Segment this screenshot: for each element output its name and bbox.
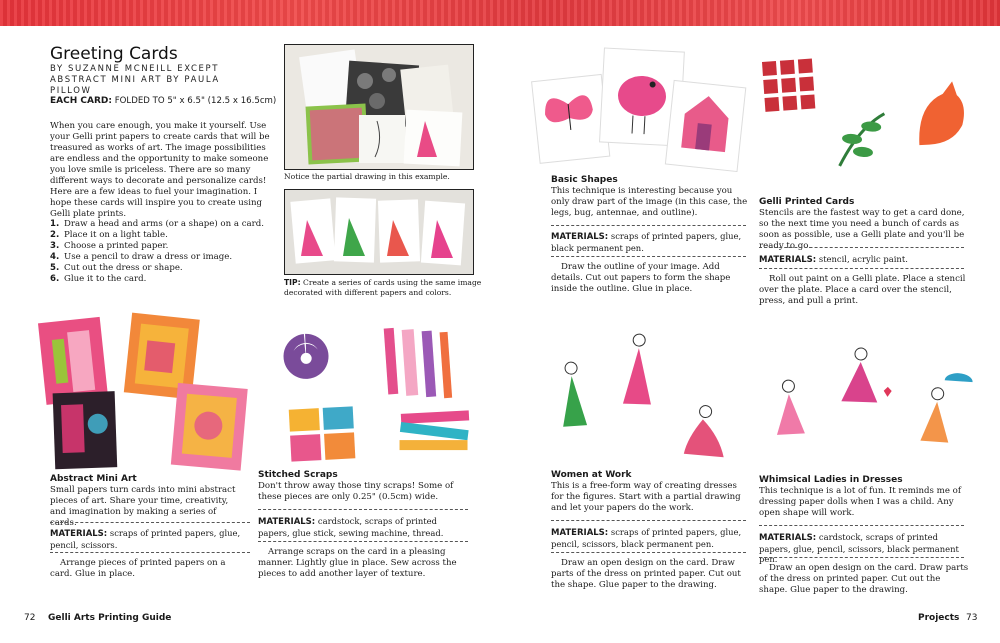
byline: BY SUZANNE MCNEILL EXCEPT ABSTRACT MINI ART BY PAULA PILLOW xyxy=(50,64,220,96)
gelli-heading: Gelli Printed Cards xyxy=(759,197,855,207)
page-title: Greeting Cards xyxy=(50,44,178,64)
stitched-text: Don't throw away those tiny scraps! Some of these pieces are only 0.25" (0.5cm) wide. xyxy=(258,481,454,502)
divider xyxy=(759,268,964,269)
photo-caption: Notice the partial drawing in this example. xyxy=(284,172,450,181)
photo-partial-drawing xyxy=(284,44,474,170)
divider xyxy=(551,256,746,257)
basic-materials: MATERIALS: scraps of printed papers, glue, black permanent pen. xyxy=(551,231,742,253)
ladies-cards-image xyxy=(756,338,978,470)
divider xyxy=(759,525,964,526)
footer-section-title: Projects xyxy=(918,613,960,623)
whimsical-text: This technique is a lot of fun. It reminds me of dressing paper dolls when I was a child. Any open shape will work. xyxy=(759,486,962,518)
abstract-cards-image xyxy=(32,312,254,474)
stencil-cards-image xyxy=(752,48,980,190)
abstract-mini-art-photos xyxy=(32,312,254,474)
decorative-top-band xyxy=(0,0,1000,26)
whimsical-heading: Whimsical Ladies in Dresses xyxy=(759,475,903,485)
basic-shapes-image xyxy=(530,44,748,172)
divider xyxy=(258,509,468,510)
abstract-text: Small papers turn cards into mini abstract pieces of art. Share your time, creativity, and imagination by making a series of cards. xyxy=(50,485,236,528)
divider xyxy=(551,520,746,521)
abstract-materials: MATERIALS: scraps of printed papers, glue, pencil, scissors. xyxy=(50,528,241,550)
step-item: 3. Choose a printed paper. xyxy=(50,241,169,251)
tip-text: Create a series of cards using the same image decorated with different papers and colors. xyxy=(284,278,482,297)
card-size xyxy=(50,96,276,106)
basic-instructions: Draw the outline of your image. Add details. Cut out papers to form the shape inside the outline. Glue in place. xyxy=(551,262,731,294)
gelli-instructions: Roll out paint on a Gelli plate. Place a stencil over the plate. Place a card over the stencil, press, and pull a print. xyxy=(759,274,966,306)
footer-page-number-left: 72 xyxy=(24,613,36,623)
steps-list xyxy=(50,219,272,285)
women-heading: Women at Work xyxy=(551,470,632,480)
each-card-label: EACH CARD: xyxy=(50,96,112,106)
card-series-image xyxy=(285,190,473,274)
stitched-materials: MATERIALS: cardstock, scraps of printed papers, glue stick, sewing machine, thread. xyxy=(258,516,444,538)
women-at-work-photos xyxy=(544,318,748,468)
tip-label: TIP: xyxy=(284,278,301,287)
abstract-instructions: Arrange pieces of printed papers on a card. Glue in place. xyxy=(50,558,226,579)
photo-series-of-cards xyxy=(284,189,474,275)
tip-caption xyxy=(284,278,484,297)
step-item: 5. Cut out the dress or shape. xyxy=(50,263,183,273)
stitched-instructions: Arrange scraps on the card in a pleasing manner. Lightly glue in place. Sew across the pieces to add another layer of texture. xyxy=(258,547,457,579)
women-text: This is a free-form way of creating dresses for the figures. Start with a partial drawing and let your papers do the work. xyxy=(551,481,741,513)
footer-book-title: Gelli Arts Printing Guide xyxy=(48,613,172,623)
divider xyxy=(50,552,250,553)
whimsical-instructions: Draw an open design on the card. Draw parts of the dress on printed paper. Cut out the shape. Glue paper to the drawing. xyxy=(759,563,969,595)
basic-shapes-photos xyxy=(530,44,748,172)
basic-heading: Basic Shapes xyxy=(551,175,618,185)
stitched-heading: Stitched Scraps xyxy=(258,470,338,480)
stitched-scraps-photos xyxy=(262,318,486,470)
divider xyxy=(50,522,250,523)
gelli-text: Stencils are the fastest way to get a card done, so the next time you need a bunch of cards as soon as possible, use a Gelli plate and you'll be ready to go. xyxy=(759,208,965,251)
each-card-value: FOLDED TO 5" x 6.5" (12.5 x 16.5cm) xyxy=(114,96,277,106)
step-item: 1. Draw a head and arms (or a shape) on a card. xyxy=(50,219,264,229)
women-instructions: Draw an open design on the card. Draw parts of the dress on printed paper. Cut out the shape. Glue paper to the drawing. xyxy=(551,558,741,590)
women-materials: MATERIALS: scraps of printed papers, glue, pencil, scissors, black permanent pen. xyxy=(551,527,742,549)
cards-collage-image xyxy=(285,45,473,169)
step-item: 4. Use a pencil to draw a dress or image. xyxy=(50,252,233,262)
basic-text: This technique is interesting because you only draw part of the image (in this case, the legs, bug, antennae, and outline). xyxy=(551,186,748,218)
abstract-heading: Abstract Mini Art xyxy=(50,474,137,484)
divider xyxy=(551,225,746,226)
divider xyxy=(551,552,746,553)
step-item: 2. Place it on a light table. xyxy=(50,230,168,240)
whimsical-materials: MATERIALS: cardstock, scraps of printed papers, glue, pencil, scissors, black permanent pen. xyxy=(759,532,959,564)
step-item: 6. Glue it to the card. xyxy=(50,274,147,284)
stitched-cards-image xyxy=(262,318,486,470)
divider xyxy=(759,557,964,558)
footer-page-number-right: 73 xyxy=(966,613,978,623)
divider xyxy=(258,541,468,542)
women-cards-image xyxy=(544,318,748,468)
whimsical-ladies-photos xyxy=(756,338,978,470)
gelli-materials: MATERIALS: stencil, acrylic paint. xyxy=(759,254,908,265)
intro-paragraph: When you care enough, you make it yourself. Use your Gelli print papers to create cards that will be treasured as works of art. The image possibilities are endless and the opportunity to make someone you love smile is priceless. There are so many different ways to decorate and personalize cards! Here are a few ideas to fuel your imagination. I hope these cards will inspire you to create using Gelli plate prints. xyxy=(50,121,270,219)
divider xyxy=(759,247,964,248)
gelli-printed-photos xyxy=(752,48,980,190)
